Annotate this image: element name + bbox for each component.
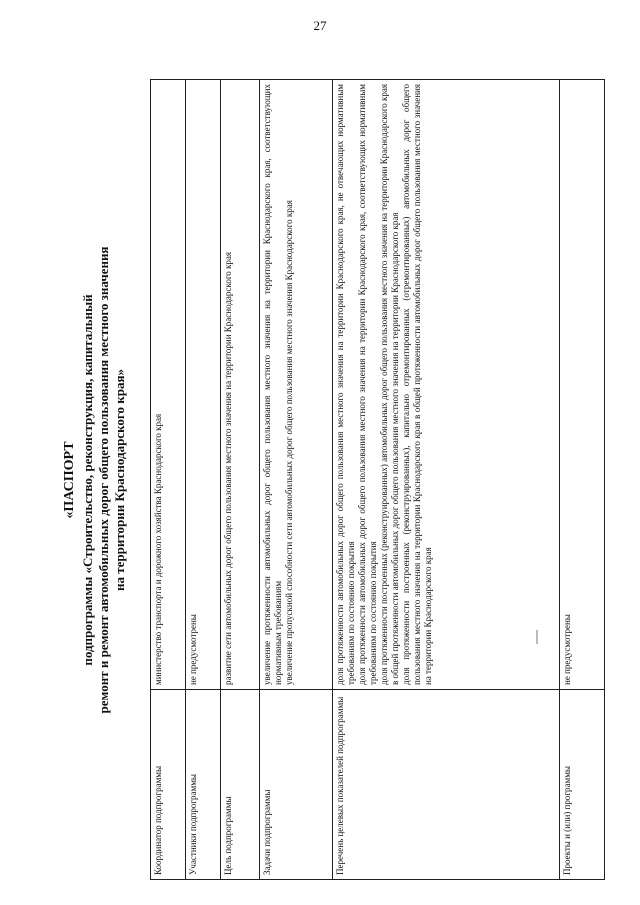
table-row-projects [560, 80, 605, 880]
participants-label: Участники подпрограммы [186, 690, 221, 880]
coordinator-label: Координатор подпрограммы [151, 690, 186, 880]
table-row-tasks [260, 80, 333, 880]
table-row-participants [186, 80, 221, 880]
heading-line-3: на территории Краснодарского края» [112, 368, 127, 592]
indicator-item-1: доля протяженности автомобильных дорог общего пользования местного значения на территории Краснодарского края, не отвечающих нормативным требованиям по состоянию покрытия [335, 84, 356, 685]
coordinator-value: министерство транспорта и дорожного хозяйства Краснодарского края [151, 80, 186, 690]
scan-artifact-mark [536, 630, 538, 644]
heading-title: «ПАСПОРТ [62, 441, 77, 519]
task-item-2: увеличение пропускной способности сети автомобильных дорог общего пользования местного значения Краснодарского края [284, 200, 294, 685]
tasks-value [260, 80, 333, 690]
indicator-item-4: доля протяженности построенных (реконструированных), капитально отремонтированных (отремонтированных) автомобильных дорог общего пользования местного значения на территории Краснодарского края в общей протяженности автомобильных дорог общего пользования местного значения на территории Краснодарского края [401, 84, 433, 685]
goal-label: Цель подпрограммы [221, 690, 260, 880]
indicator-item-3: доля протяженности построенных (реконструированных) автомобильных дорог общего пользования местного значения на территории Краснодарского края в общей протяженности автомобильных дорог общего пользования местного значения на территории Краснодарского края [379, 84, 400, 685]
table-row-coordinator [151, 80, 186, 880]
indicator-item-2: доля протяженности автомобильных дорог общего пользования местного значения на территории Краснодарского края, соответствующих нормативным требованиям по состоянию покрытия [357, 84, 378, 685]
goal-value: развитие сети автомобильных дорог общего пользования местного значения на территории Краснодарского края [221, 80, 260, 690]
document-heading [40, 80, 150, 880]
indicators-label: Перечень целевых показателей подпрограммы [333, 690, 560, 880]
projects-value: не предусмотрены [560, 80, 605, 690]
rotated-page-content [40, 80, 600, 880]
heading-line-1: подпрограммы «Строительство, реконструкция, капитальный [80, 294, 95, 666]
participants-value: не предусмотрены [186, 80, 221, 690]
indicators-value [333, 80, 560, 690]
tasks-label: Задачи подпрограммы [260, 690, 333, 880]
task-item-1: увеличение протяженности автомобильных дорог общего пользования местного значения на территории Краснодарского края, соответствующих нормативным требованиям [262, 84, 283, 685]
table-row-goal [221, 80, 260, 880]
page-number: 27 [313, 18, 327, 33]
projects-label: Проекты и (или) программы [560, 690, 605, 880]
table-row-indicators [333, 80, 560, 880]
heading-line-2: ремонт и ремонт автомобильных дорог общего пользования местного значения [96, 246, 111, 714]
passport-table [150, 79, 605, 880]
